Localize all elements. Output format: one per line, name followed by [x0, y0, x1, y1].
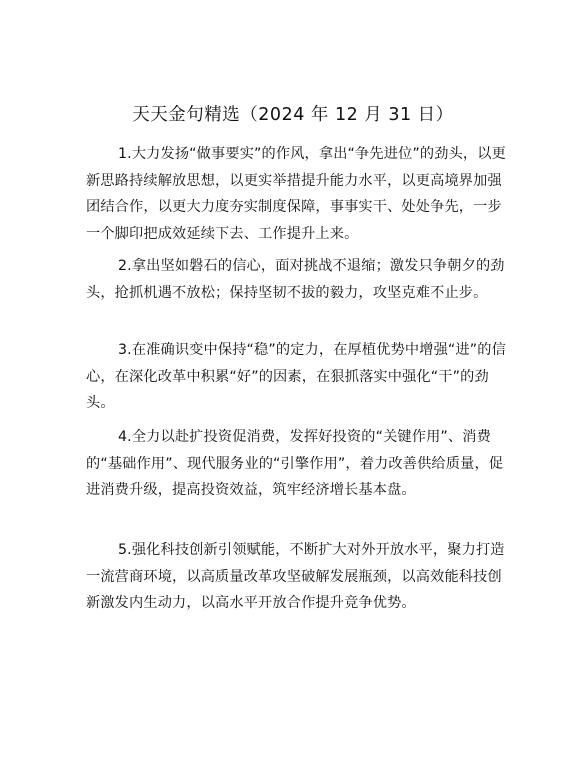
paragraph-4: 4.全力以赴扩投资促消费，发挥好投资的“关键作用”、消费的“基础作用”、现代服务业的“引擎作用”，着力改善供给质量，促进消费升级，提高投资效益，筑牢经济增长基本盘。	[86, 429, 504, 498]
paragraph-2: 2.拿出坚如磐石的信心，面对挑战不退缩；激发只争朝夕的劲头，抢抓机遇不放松；保持坚韧不拔的毅力，攻坚克难不止步。	[86, 258, 505, 301]
page-title: 天天金句精选（2024 年 12 月 31 日）	[132, 105, 454, 125]
paragraph-3: 3.在准确识变中保持“稳”的定力，在厚植优势中增强“进”的信心，在深化改革中积累“好”的因素，在狠抓落实中强化“干”的劲头。	[86, 342, 506, 411]
paragraph-1: 1.大力发扬“做事要实”的作风，拿出“争先进位”的劲头，以更新思路持续解放思想，以更实举措提升能力水平，以更高境界加强团结合作，以更大力度夯实制度保障，事事实干、处处争先，一步一个脚印把成效延续下去、工作提升上来。	[86, 146, 506, 242]
paragraph-5: 5.强化科技创新引领赋能，不断扩大对外开放水平，聚力打造一流营商环境，以高质量改革攻坚破解发展瓶颈，以高效能科技创新激发内生动力，以高水平开放合作提升竞争优势。	[86, 542, 505, 611]
